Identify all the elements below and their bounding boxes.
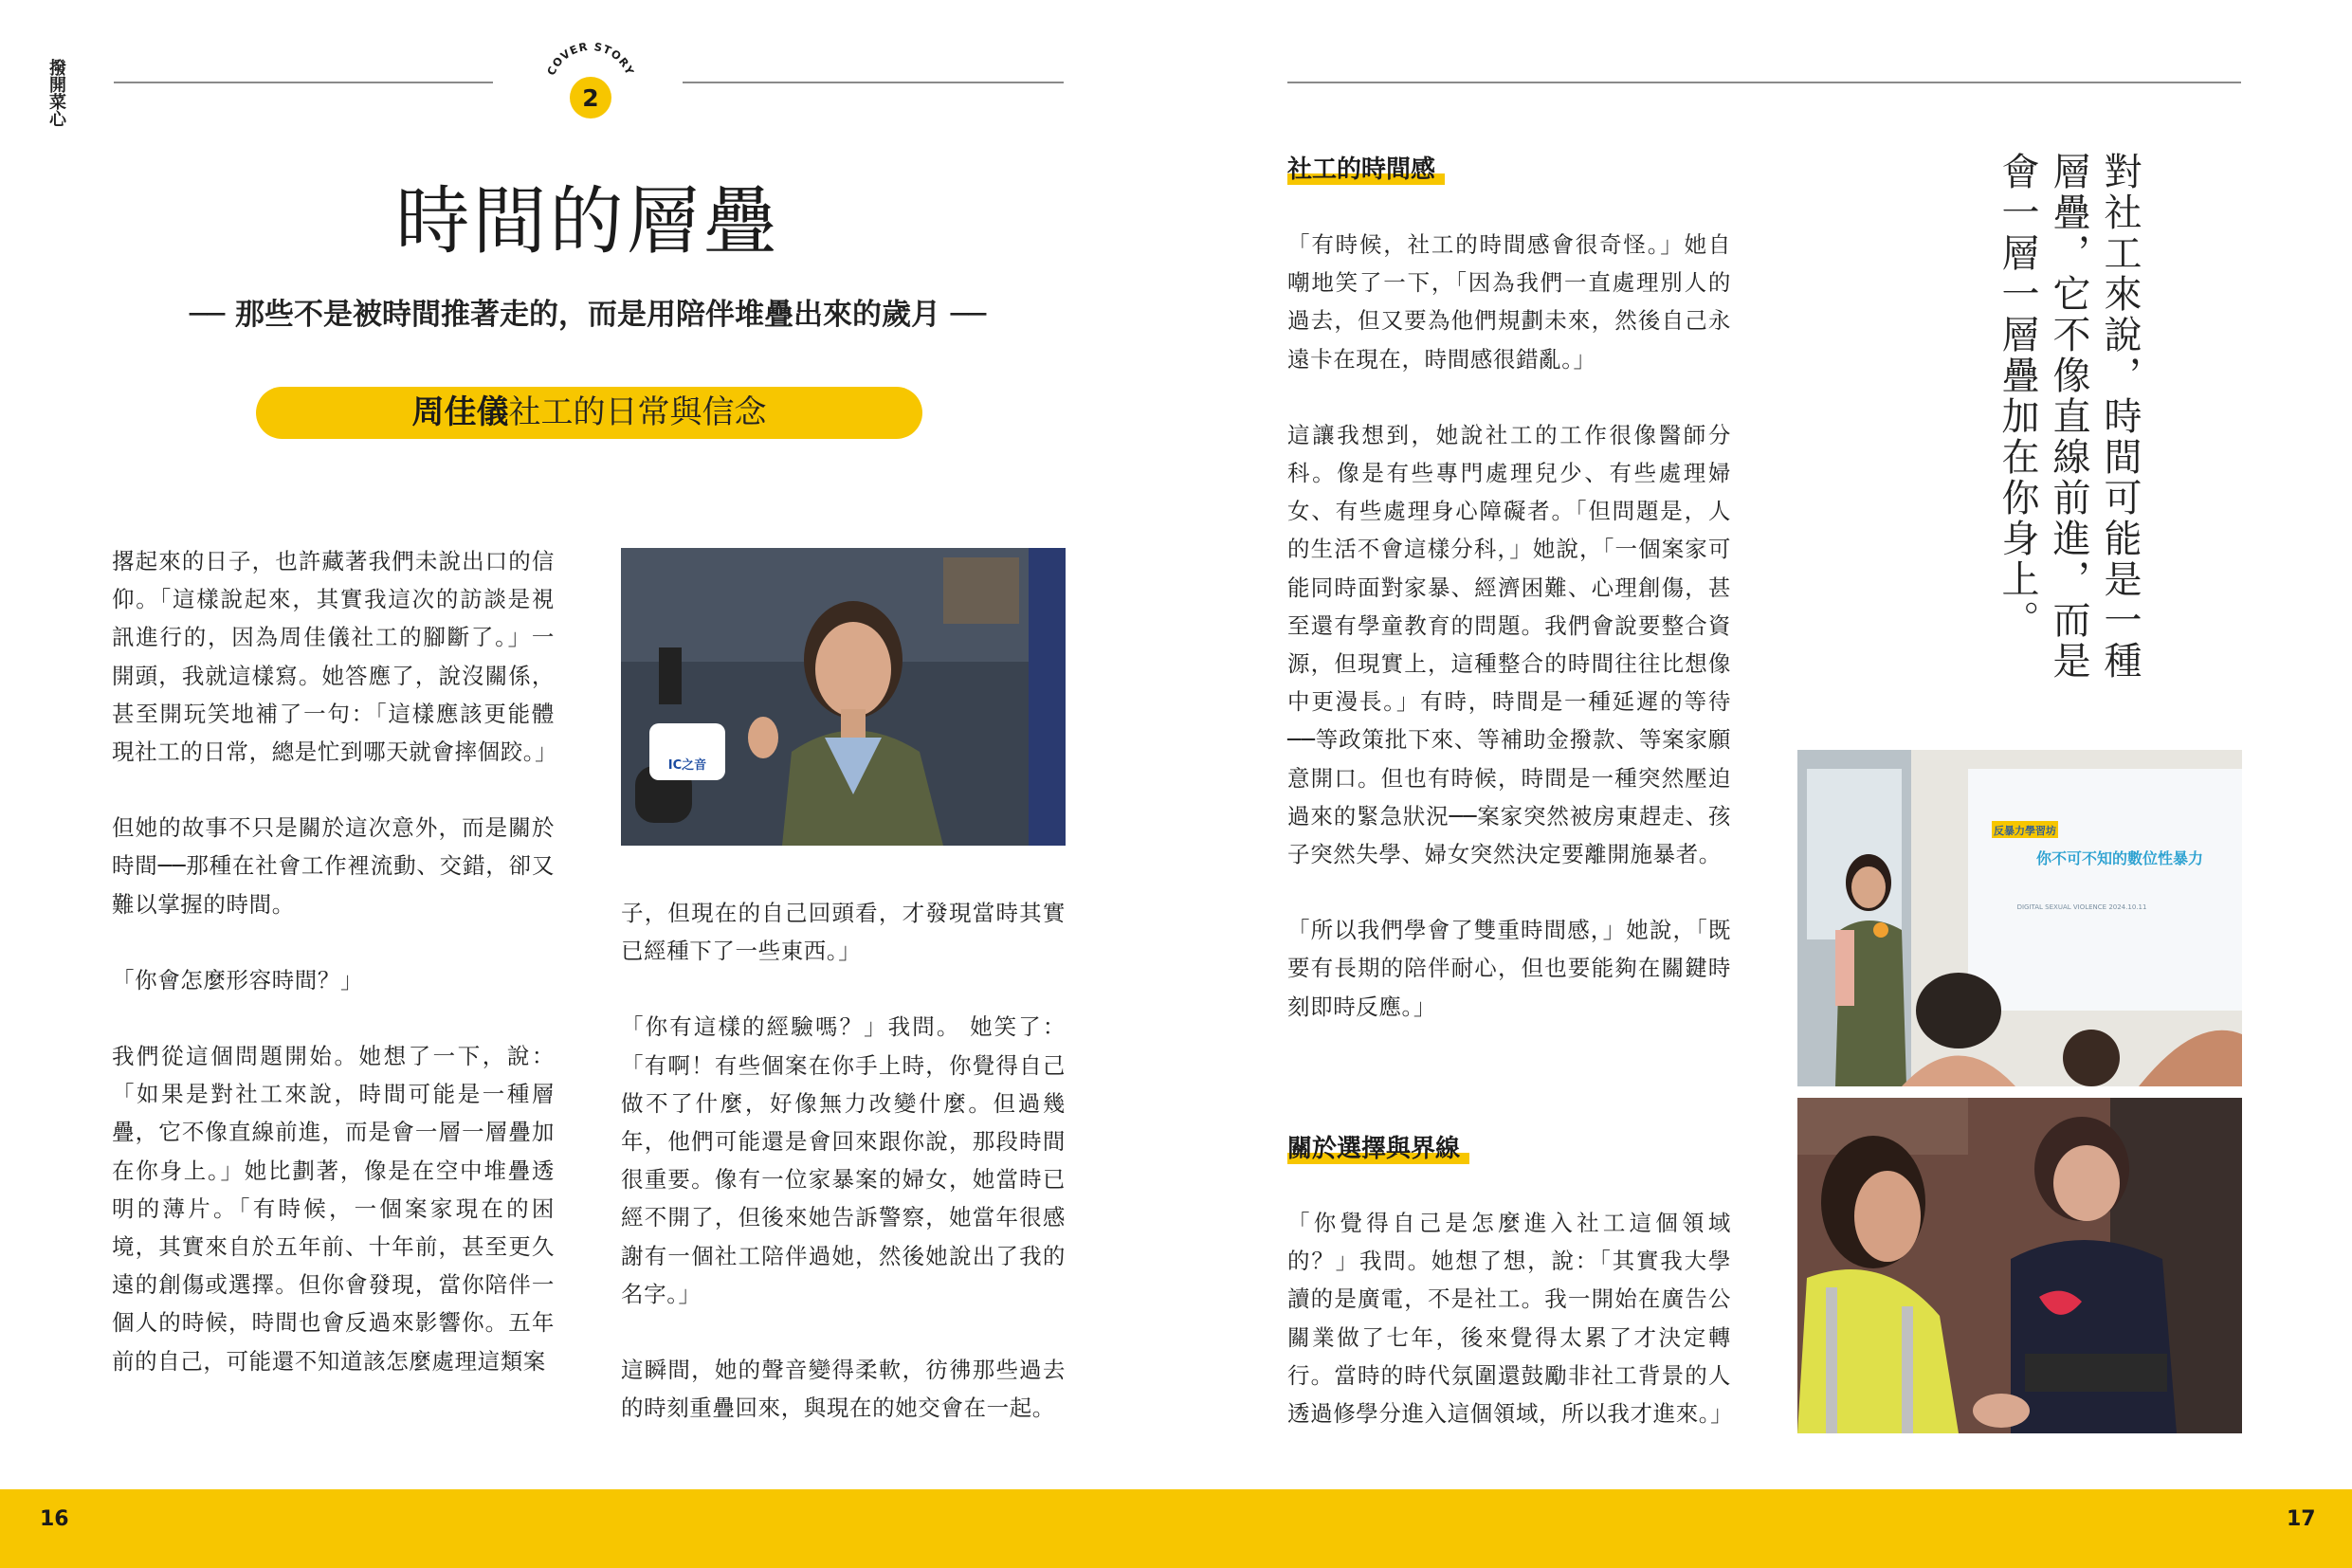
cover-story-badge [538,40,643,130]
assist-photo-image [1797,1098,2242,1433]
paragraph: 「你覺得自己是怎麼進入社工這個領域的？」我問。她想了想，說：「其實我大學讀的是廣電，不是社工。我一開始在廣告公關業做了七年，後來覺得太累了才決定轉行。當時的時代氛圍還鼓勵非社工背景的人透過修學分進入這個領域，所以我才進來。」 [1287,1210,1734,1428]
paragraph: 「所以我們學會了雙重時間感，」她說，「既要有長期的陪伴耐心，但也要能夠在關鍵時刻即時反應。」 [1287,917,1731,1020]
section-heading-time-sense: 社工的時間感 [1287,155,1445,185]
name-banner [256,387,922,439]
paragraph: 這瞬間，她的聲音變得柔軟，彷彿那些過去的時刻重疊回來，與現在的她交會在一起。 [621,1357,1066,1422]
slide-title: 你不可不知的數位性暴力 [2035,849,2204,867]
paragraph: 「你有這樣的經驗嗎？」我問。 她笑了：「有啊！有些個案在你手上時，你覺得自己做不了什麼，好像無力改變什麼。但過幾年，他們可能還是會回來跟你說，那段時間很重要。像有一位家暴案的婦女，她當時已經不開了，但後來她告訴警察，她當年很感謝有一個社工陪伴過她，然後她說出了我的名字。」 [621,1013,1066,1307]
mic-label: IC之音 [667,758,707,773]
article-subtitle: ── 那些不是被時間推著走的，而是用陪伴堆疊出來的歲月 ── [189,298,987,332]
cover-story-badge-graphic [538,40,643,130]
body-column-1 [112,542,558,1380]
name-banner-tagline: 社工的日常與信念 [508,393,767,431]
cover-story-arc-text: COVER STORY [544,40,637,78]
paragraph: 我們從這個問題開始。她想了一下，說：「如果是對社工來說，時間可能是一種層疊，它不像直線前進，而是會一層一層疊加在你身上。」她比劃著，像是在空中堆疊透明的薄片。「有時候，一個案家現在的困境，其實來自於五年前、十年前，甚至更久遠的創傷或選擇。但你會發現，當你陪伴一個人的時候，時間也會反過來影響你。五年前的自己，可能還不知道該怎麼處理這類案 [112,1043,555,1375]
page-number-left: 16 [40,1507,69,1531]
paragraph: 「你會怎麼形容時間？」 [112,966,364,994]
header-rule-right [1287,82,2241,83]
paragraph: 撂起來的日子，也許藏著我們未說出口的信仰。「這樣說起來，其實我這次的訪談是視訊進行的，因為周佳儀社工的腳斷了。」一開頭，我就這樣寫。她答應了，說沒關係，甚至開玩笑地補了一句：「這樣應該更能體現社工的日常，總是忙到哪天就會摔個跤。」 [112,548,558,766]
footer-bar [0,1489,2352,1568]
section-side-label: 撥開菜心 [46,59,66,127]
pull-quote: 對社工來說，時間可能是一種層疊，它不像直線前進，而是會一層一層疊加在你身上。 [1996,152,2142,682]
body-column-3a [1287,226,1731,1026]
svg-text:COVER STORY [544,40,637,78]
paragraph: 子，但現在的自己回頭看，才發現當時其實已經種下了一些東西。」 [621,900,1066,965]
badge-number: 2 [582,84,599,112]
paragraph: 但她的故事不只是關於這次意外，而是關於時間──那種在社會工作裡流動、交錯，卻又難以掌握的時間。 [112,814,555,918]
page-number-right: 17 [2287,1507,2316,1531]
name-banner-name: 周佳儀 [411,393,509,431]
assist-photo [1797,1098,2242,1433]
slide-tag: 反暴力學習坊 [1994,825,2056,837]
interview-photo [621,548,1066,846]
header-rule-left-a [114,82,493,83]
paragraph: 「有時候，社工的時間感會很奇怪。」她自嘲地笑了一下，「因為我們一直處理別人的過去，但又要為他們規劃未來，然後自己永遠卡在現在，時間感很錯亂。」 [1287,231,1731,373]
interview-photo-image [621,548,1066,846]
slide-small-text: DIGITAL SEXUAL VIOLENCE 2024.10.11 [2016,903,2147,911]
lecture-photo-image [1797,750,2242,1086]
body-column-2 [621,894,1066,1427]
article-title: 時間的層疊 [395,179,780,264]
section-heading-choice-boundary: 關於選擇與界線 [1287,1134,1469,1164]
paragraph: 這讓我想到，她說社工的工作很像醫師分科。像是有些專門處理兒少、有些處理婦女、有些處理身心障礙者。「但問題是，人的生活不會這樣分科，」她說，「一個案家可能同時面對家暴、經濟困難、心理創傷，甚至還有學童教育的問題。我們會說要整合資源，但現實上，這種整合的時間往往比想像中更漫長。」有時，時間是一種延遲的等待──等政策批下來、等補助金撥款、等案家願意開口。但也有時候，時間是一種突然壓迫過來的緊急狀況──案家突然被房東趕走、孩子突然失學、婦女突然決定要離開施暴者。 [1287,421,1731,868]
body-column-3b [1287,1204,1734,1432]
lecture-photo [1797,750,2242,1086]
header-rule-left-b [683,82,1064,83]
